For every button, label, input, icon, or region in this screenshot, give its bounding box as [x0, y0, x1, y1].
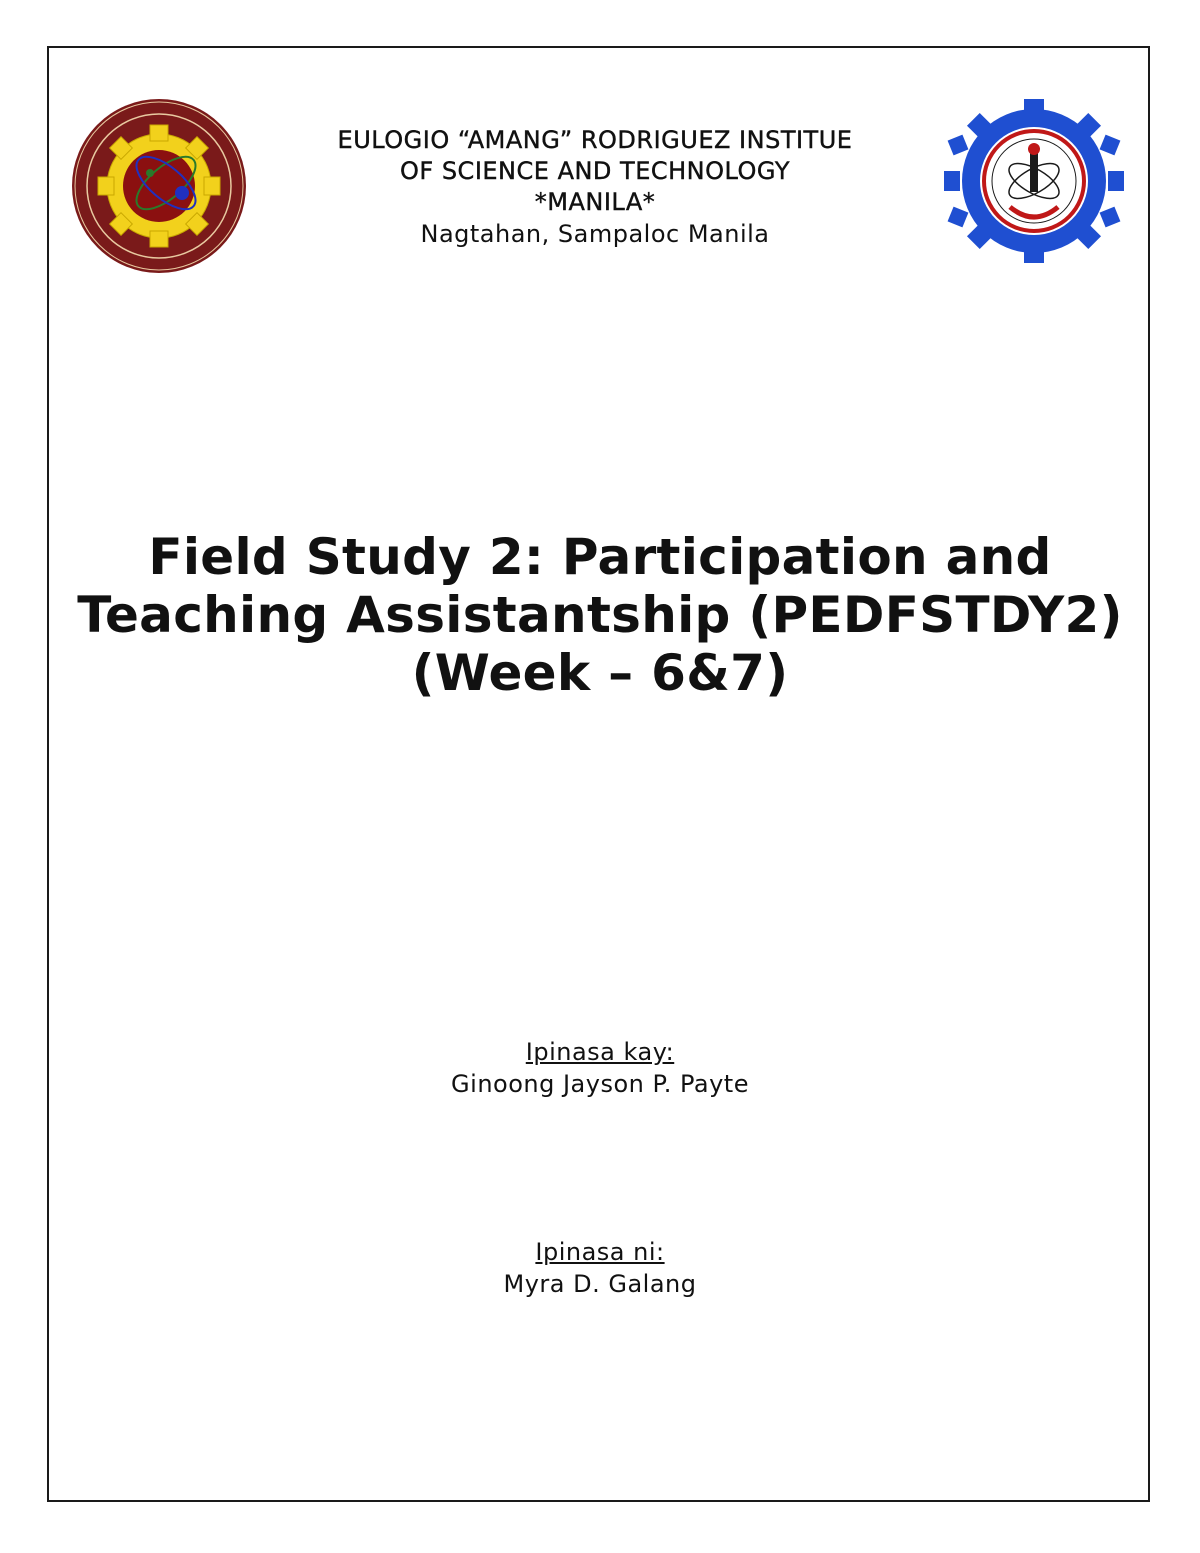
submitted-to-name: Ginoong Jayson P. Payte: [451, 1070, 749, 1098]
institution-name-line2: OF SCIENCE AND TECHNOLOGY: [400, 157, 790, 185]
institution-address: Nagtahan, Sampaloc Manila: [420, 220, 770, 248]
institution-name-line1: EULOGIO “AMANG” RODRIGUEZ INSTITUE: [337, 126, 853, 154]
institution-header: [260, 125, 930, 251]
title-line1: Field Study 2: Participation and: [148, 528, 1052, 586]
document-title: [50, 528, 1150, 702]
submitted-to-label: Ipinasa kay:: [525, 1038, 675, 1066]
submitted-to-block: [50, 1036, 1150, 1100]
college-of-education-seal-icon: [940, 97, 1128, 265]
title-line3: (Week – 6&7): [411, 644, 789, 702]
institution-city: *MANILA*: [534, 188, 656, 216]
title-line2: Teaching Assistantship (PEDFSTDY2): [77, 586, 1123, 644]
submitted-by-block: [50, 1236, 1150, 1300]
submitted-by-label: Ipinasa ni:: [535, 1238, 665, 1266]
earist-seal-icon: [70, 97, 248, 275]
submitted-by-name: Myra D. Galang: [503, 1270, 697, 1298]
